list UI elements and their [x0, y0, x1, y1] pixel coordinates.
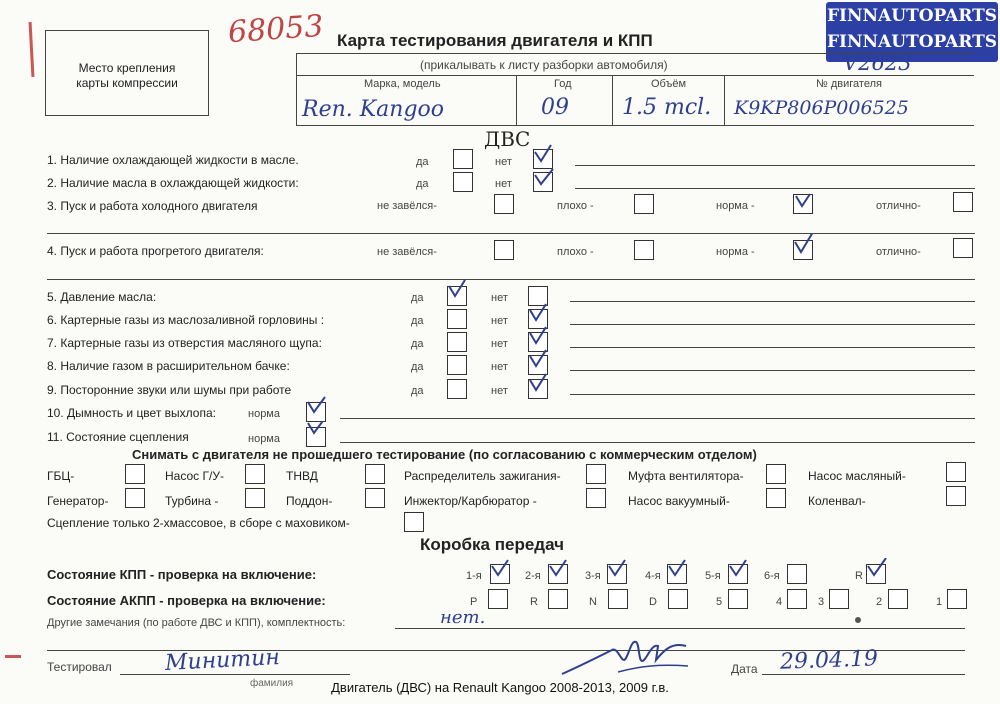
item-8-no: нет: [491, 361, 508, 373]
page-subtitle: (прикалывать к листу разборки автомобиля): [420, 58, 668, 72]
kpp-gear-6: 6-я: [764, 570, 780, 582]
col-make-model: Марка, модель: [364, 78, 441, 90]
remove-box-turbo[interactable]: [245, 488, 265, 508]
akpp-gear-r: R: [530, 596, 538, 608]
item-6-yes-box[interactable]: [447, 309, 467, 329]
remove-box-crankshaft[interactable]: [946, 486, 966, 506]
item-3-opt-3: норма -: [716, 200, 755, 212]
remove-item-crankshaft: Коленвал-: [808, 494, 866, 508]
section-gearbox-title: Коробка передач: [420, 535, 564, 554]
item-2-label: 2. Наличие масла в охлаждающей жидкости:: [47, 176, 299, 190]
ref-number: V2623: [843, 51, 912, 75]
item-3-label: 3. Пуск и работа холодного двигателя: [47, 199, 258, 213]
item-4-opt-4: отлично-: [876, 246, 921, 258]
akpp-gear-1-box[interactable]: [947, 589, 967, 609]
item-7-label: 7. Картерные газы из отверстия масляного щупа:: [47, 336, 322, 350]
item-8-yes-box[interactable]: [447, 355, 467, 375]
check-mark-icon: [306, 427, 324, 445]
remove-item-oil-pump: Насос масляный-: [808, 469, 906, 483]
col-volume: Объём: [651, 78, 687, 90]
check-mark-icon: [447, 286, 465, 304]
date-value: 29.04.19: [779, 646, 879, 675]
date-label: Дата: [731, 662, 758, 676]
kpp-gear-r: R: [855, 570, 863, 582]
check-mark-icon: [548, 564, 566, 582]
item-4-label: 4. Пуск и работа прогретого двигателя:: [47, 244, 264, 258]
kpp-gear-4: 4-я: [645, 570, 661, 582]
check-mark-icon: [533, 172, 551, 190]
item-4-box-2[interactable]: [634, 240, 654, 260]
item-2-no: нет: [495, 178, 512, 190]
item-5-label: 5. Давление масла:: [47, 290, 157, 304]
remove-box-pump-gu[interactable]: [245, 464, 265, 484]
pin-mark: [855, 617, 861, 623]
akpp-gear-4: 4: [776, 596, 783, 608]
check-mark-icon: [866, 564, 884, 582]
item-4-opt-3: норма -: [716, 246, 755, 258]
kpp-gear-1: 1-я: [466, 570, 482, 582]
item-3-box-4[interactable]: [953, 192, 973, 212]
compression-box-label: Место крепления карты компрессии: [76, 61, 178, 90]
akpp-gear-4-box[interactable]: [787, 589, 807, 609]
item-3-box-2[interactable]: [634, 194, 654, 214]
volume-value: 1.5 тсl.: [622, 95, 712, 120]
akpp-label: Состояние АКПП - проверка на включение:: [47, 593, 326, 608]
clutch-note: Сцепление только 2-хмассовое, в сборе с маховиком-: [47, 516, 350, 530]
doc-number: 68053: [226, 8, 325, 51]
header-table: [296, 53, 974, 126]
watermark-line-1: FINNAUTOPARTS: [826, 6, 998, 26]
remove-box-vacuum-pump[interactable]: [766, 488, 786, 508]
remove-item-pump-gu: Насос Г/У-: [165, 469, 224, 483]
kpp-gear-6-box[interactable]: [787, 564, 807, 584]
margin-mark-2: [5, 655, 21, 658]
akpp-gear-2: 2: [876, 596, 883, 608]
item-6-no: нет: [491, 315, 508, 327]
check-mark-icon: [728, 564, 746, 582]
remove-item-oil-pan: Поддон-: [286, 494, 333, 508]
watermark-line-2: FINNAUTOPARTS: [826, 32, 998, 52]
remove-section-title: Снимать с двигателя не прошедшего тестирование (по согласованию с коммерческим отделом): [132, 447, 757, 462]
remove-item-turbo: Турбина -: [165, 494, 219, 508]
remove-item-tnvd: ТНВД: [286, 469, 318, 483]
check-mark-icon: [490, 564, 508, 582]
year-value: 09: [541, 95, 569, 120]
kpp-gear-3: 3-я: [585, 570, 601, 582]
item-7-yes: да: [411, 338, 424, 350]
make-model-value: Ren. Kangoo: [302, 97, 445, 122]
item-9-yes: да: [411, 385, 424, 397]
item-4-box-1[interactable]: [494, 240, 514, 260]
item-7-yes-box[interactable]: [447, 332, 467, 352]
akpp-gear-d: D: [649, 596, 657, 608]
item-10-norm: норма: [248, 408, 280, 420]
item-2-yes-box[interactable]: [453, 172, 473, 192]
item-10-label: 10. Дымность и цвет выхлопа:: [47, 406, 216, 420]
check-mark-icon: [667, 564, 685, 582]
akpp-gear-3: 3: [818, 596, 825, 608]
item-5-no: нет: [491, 292, 508, 304]
check-mark-icon: [528, 355, 546, 373]
item-4-opt-1: не завёлся-: [377, 246, 437, 258]
item-4-opt-2: плохо -: [557, 246, 594, 258]
photo-caption: Двигатель (ДВС) на Renault Kangoo 2008-2013, 2009 г.в.: [331, 680, 669, 695]
item-1-yes: да: [416, 156, 429, 168]
akpp-gear-1: 1: [936, 596, 943, 608]
page-title: Карта тестирования двигателя и КПП: [337, 31, 653, 50]
tester-value: Минитин: [164, 645, 281, 676]
akpp-gear-n-box[interactable]: [608, 589, 628, 609]
item-1-no: нет: [495, 156, 512, 168]
check-mark-icon: [793, 240, 811, 258]
item-5-yes: да: [411, 292, 424, 304]
check-mark-icon: [528, 379, 546, 397]
item-11-label: 11. Состояние сцепления: [47, 430, 189, 444]
akpp-gear-2-box[interactable]: [888, 589, 908, 609]
akpp-gear-p-box[interactable]: [488, 589, 508, 609]
check-mark-icon: [533, 149, 551, 167]
item-3-opt-2: плохо -: [557, 200, 594, 212]
remove-box-injector[interactable]: [586, 488, 606, 508]
item-1-yes-box[interactable]: [453, 149, 473, 169]
kpp-label: Состояние КПП - проверка на включение:: [47, 567, 317, 582]
item-7-no: нет: [491, 338, 508, 350]
engine-number-value: K9KP806P006525: [734, 97, 909, 119]
section-engine-title: ДВС: [484, 127, 531, 151]
remove-item-distributor: Распределитель зажигания-: [404, 469, 561, 483]
remove-box-distributor[interactable]: [586, 464, 606, 484]
remove-box-fan-clutch[interactable]: [766, 464, 786, 484]
kpp-gear-5: 5-я: [705, 570, 721, 582]
other-remarks-value: нет.: [440, 607, 486, 628]
item-6-yes: да: [411, 315, 424, 327]
item-8-label: 8. Наличие газом в расширительном бачке:: [47, 359, 290, 373]
remove-box-oil-pan[interactable]: [365, 488, 385, 508]
other-remarks-label: Другие замечания (по работе ДВС и КПП), комплектность:: [47, 617, 346, 629]
remove-item-gbc: ГБЦ-: [47, 469, 75, 483]
item-9-yes-box[interactable]: [447, 379, 467, 399]
compression-box: [45, 30, 209, 116]
check-mark-icon: [607, 564, 625, 582]
item-3-box-1[interactable]: [494, 194, 514, 214]
item-1-label: 1. Наличие охлаждающей жидкости в масле.: [47, 153, 299, 167]
item-9-label: 9. Посторонние звуки или шумы при работе: [47, 383, 292, 397]
remove-item-injector: Инжектор/Карбюратор -: [404, 494, 537, 508]
signature-icon: [560, 636, 690, 682]
item-3-opt-1: не завёлся-: [377, 200, 437, 212]
akpp-gear-p: P: [470, 596, 478, 608]
remove-box-gbc[interactable]: [125, 464, 145, 484]
remove-item-generator: Генератор-: [47, 494, 109, 508]
check-mark-icon: [528, 332, 546, 350]
remove-item-fan-clutch: Муфта вентилятора-: [628, 469, 744, 483]
item-9-no: нет: [491, 385, 508, 397]
item-3-opt-4: отлично-: [876, 200, 921, 212]
item-2-yes: да: [416, 178, 429, 190]
check-mark-icon: [793, 194, 811, 212]
item-6-label: 6. Картерные газы из маслозаливной горловины :: [47, 313, 325, 327]
kpp-gear-2: 2-я: [525, 570, 541, 582]
check-mark-icon: [528, 309, 546, 327]
clutch-note-box[interactable]: [404, 512, 424, 532]
check-mark-icon: [306, 402, 324, 420]
akpp-gear-n: N: [589, 596, 597, 608]
tester-label: Тестировал: [47, 660, 112, 674]
remove-box-generator[interactable]: [125, 488, 145, 508]
akpp-gear-d-box[interactable]: [668, 589, 688, 609]
akpp-gear-r-box[interactable]: [548, 589, 568, 609]
col-year: Год: [554, 78, 572, 90]
akpp-gear-5: 5: [716, 596, 723, 608]
akpp-gear-5-box[interactable]: [728, 589, 748, 609]
item-11-norm: норма: [248, 433, 280, 445]
margin-mark: [29, 22, 35, 77]
remove-box-oil-pump[interactable]: [946, 462, 966, 482]
item-8-yes: да: [411, 361, 424, 373]
remove-box-tnvd[interactable]: [365, 464, 385, 484]
akpp-gear-3-box[interactable]: [829, 589, 849, 609]
remove-item-vacuum-pump: Насос вакуумный-: [628, 494, 730, 508]
col-engine-number: № двигателя: [816, 78, 882, 90]
tester-sub-label: фамилия: [250, 678, 294, 689]
item-4-box-4[interactable]: [953, 238, 973, 258]
